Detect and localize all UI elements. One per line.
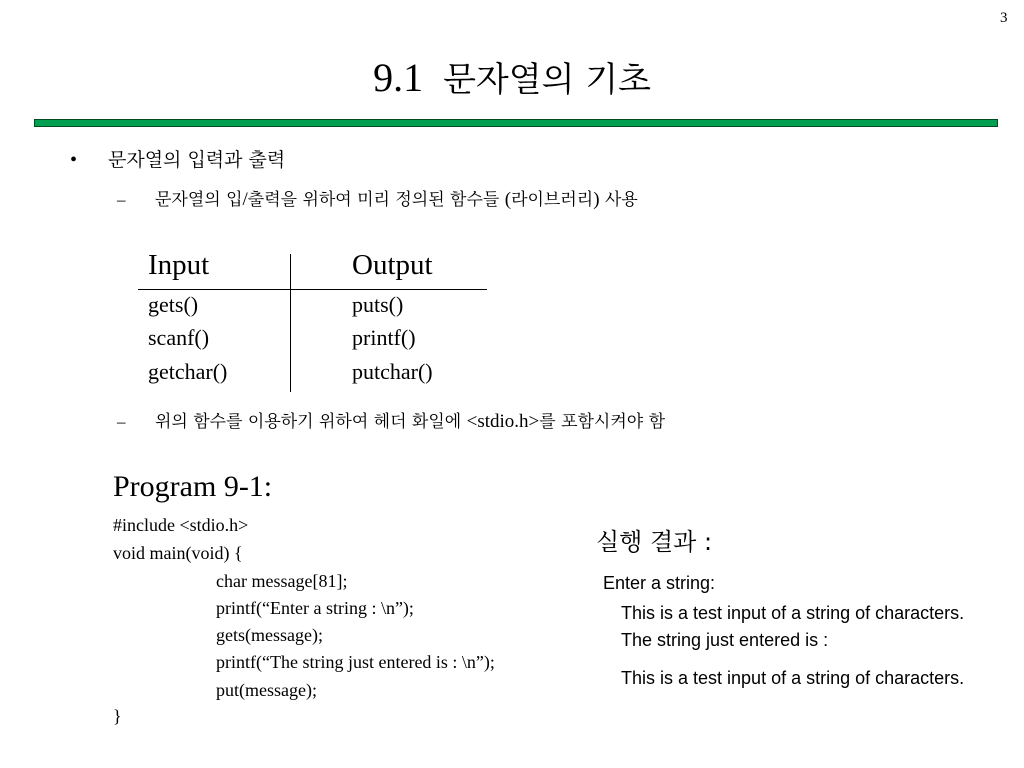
- bullet-main: [70, 145, 285, 172]
- code-line: #include <stdio.h>: [113, 515, 249, 535]
- bullet-sub-2-text-b: 를 포함시켜야 함: [539, 412, 666, 432]
- output-line: This is a test input of a string of characters.: [621, 668, 965, 688]
- table-cell: gets(): [148, 292, 199, 317]
- bullet-sub-2-header-name: <stdio.h>: [466, 411, 540, 432]
- page-number: 3: [1000, 10, 1008, 26]
- table-column-divider: [290, 254, 291, 392]
- bullet-sub-1-paren-close: ): [593, 189, 600, 210]
- bullet-sub-1: [117, 185, 638, 211]
- table-cell: puts(): [352, 292, 404, 317]
- code-line: void main(void) {: [113, 543, 243, 563]
- code-line: gets(message);: [216, 625, 323, 645]
- slide-title: [0, 52, 1024, 101]
- output-line: The string just entered is :: [621, 630, 829, 650]
- bullet-sub-1-text-b: 출력을 위하여 미리 정의된 함수들: [247, 190, 505, 210]
- bullet-sub-2: [117, 407, 665, 433]
- table-cell: scanf(): [148, 325, 210, 350]
- table-header-output: Output: [352, 249, 433, 281]
- output-line: This is a test input of a string of characters.: [621, 603, 965, 623]
- table-cell: putchar(): [352, 359, 433, 384]
- title-text: 문자열의 기초: [443, 60, 651, 100]
- table-header-divider: [138, 289, 487, 290]
- output-line: Enter a string:: [603, 573, 716, 593]
- code-line: printf(“The string just entered is : \n”);: [216, 652, 495, 672]
- table-cell: printf(): [352, 325, 416, 350]
- bullet-sub-1-text-a: 문자열의 입: [155, 190, 243, 210]
- title-number: 9.1: [373, 55, 424, 100]
- bullet-sub-1-text-d: 사용: [599, 190, 638, 210]
- code-line: put(message);: [216, 680, 317, 700]
- bullet-sub-1-text-c: 라이브러리: [511, 190, 594, 210]
- result-title: 실행 결과 :: [596, 528, 713, 556]
- dash-icon: –: [117, 412, 126, 431]
- title-divider: [34, 119, 998, 127]
- code-line: char message[81];: [216, 571, 348, 591]
- bullet-sub-1-paren-open: (: [504, 189, 512, 210]
- bullet-dot-icon: •: [70, 149, 78, 171]
- program-title: Program 9-1:: [113, 470, 273, 503]
- bullet-main-text: 문자열의 입력과 출력: [108, 149, 286, 171]
- table-header-input: Input: [148, 249, 210, 281]
- bullet-sub-2-text-a: 위의 함수를 이용하기 위하여 헤더 화일에: [155, 412, 467, 432]
- bullet-sub-1-slash: /: [242, 189, 248, 210]
- code-line: }: [113, 706, 122, 726]
- table-cell: getchar(): [148, 359, 228, 384]
- dash-icon: –: [117, 190, 126, 209]
- code-line: printf(“Enter a string : \n”);: [216, 598, 414, 618]
